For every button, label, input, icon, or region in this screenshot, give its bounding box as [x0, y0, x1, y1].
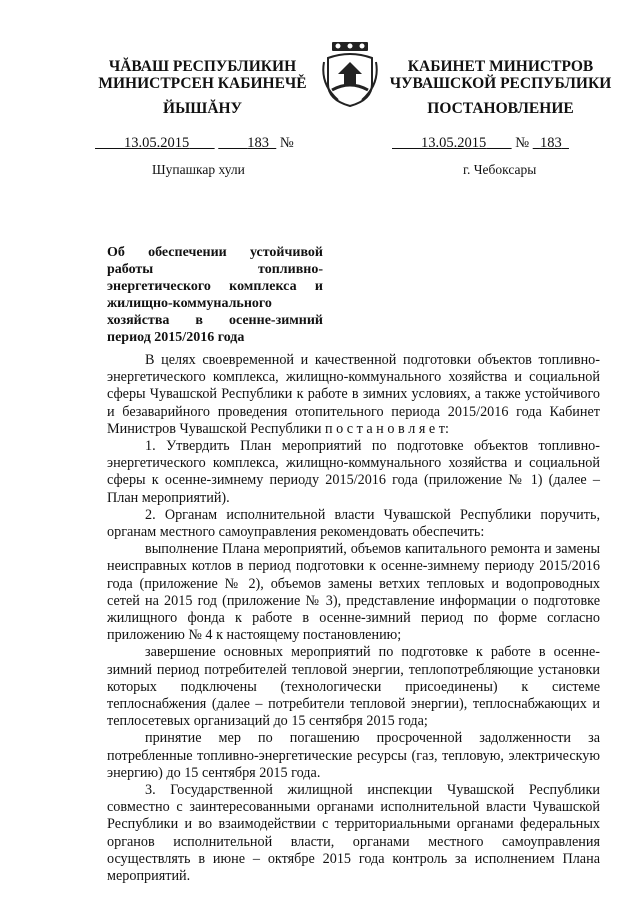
- left-header-line2: МИНИСТРСЕН КАБИНЕЧĚ: [98, 75, 307, 92]
- emblem-icon: [322, 40, 378, 108]
- left-number-sign: №: [279, 135, 294, 151]
- left-number: 183: [247, 135, 269, 151]
- left-number-underline: [218, 135, 276, 151]
- left-header-line1: ЧĂВАШ РЕСПУБЛИКИН: [108, 58, 297, 75]
- left-place: Шупашкар хули: [152, 162, 245, 177]
- paragraph-2: 2. Органам исполнительной власти Чувашской Республики поручить, органам местного самоуправления рекомендовать обеспечить:: [107, 506, 600, 541]
- paragraph-1: 1. Утвердить План мероприятий по подготовке объектов топливно-энергетического комплекса, жилищно-коммунального хозяйства и социальной сферы к осенне-зимнему периоду 2015/2016 года (приложение № 1) (далее – План мероприятий).: [107, 438, 600, 506]
- left-header: [95, 58, 310, 92]
- document-body: [107, 352, 600, 885]
- paragraph-2-item-2: завершение основных мероприятий по подготовке к работе в осенне-зимний период потребителей тепловой энергии, теплопотребляющие установки которых подключены (технологически присоединены) к системе теплоснабжения (далее – потребители тепловой энергии), теплоснабжающих и теплосетевых организаций до 15 сентября 2015 года;: [107, 644, 600, 730]
- left-date-line: [95, 135, 294, 152]
- right-number-underline: [533, 135, 569, 151]
- document-title: Об обеспечении устойчивой работы топливно-энергетического комплекса и жилищно-коммунального хозяйства в осенне-зимний период 2015/2016 года: [107, 245, 323, 345]
- right-header-line1: КАБИНЕТ МИНИСТРОВ: [407, 58, 594, 75]
- right-header: [388, 58, 613, 92]
- right-doc-kind: ПОСТАНОВЛЕНИЕ: [427, 100, 574, 117]
- right-number: 183: [539, 135, 562, 151]
- right-date: 13.05.2015: [421, 135, 487, 151]
- paragraph-preamble: В целях своевременной и качественной подготовки объектов топливно-энергетического комплекса, жилищно-коммунального хозяйства и социальной сферы Чувашской Республики к работе в зимних условиях, а также устойчивого и безаварийного проведения отопительного периода 2015/2016 года Кабинет Министров Чувашской Республики п о с т а н о в л я е т:: [107, 352, 600, 437]
- right-date-underline: [392, 135, 512, 151]
- paragraph-2-item-1: выполнение Плана мероприятий, объемов капитального ремонта и замены неисправных котлов в период подготовки к осенне-зимнему периоду 2015/2016 года (приложение № 2), объемов замены ветхих тепловых и водопроводных сетей на 2015 год (приложение № 3), представление информации о подготовке жилищного фонда к работе в осенне-зимний период по форме согласно приложению № 4 к настоящему постановлению;: [107, 541, 600, 644]
- paragraph-2-item-3: принятие мер по погашению просроченной задолженности за потребленные топливно-энергетические ресурсы (газ, тепловую, электрическую энергию) до 15 сентября 2015 года.: [107, 730, 600, 781]
- right-number-sign: №: [515, 135, 530, 151]
- left-date-underline: [95, 135, 215, 151]
- left-date: 13.05.2015: [124, 135, 190, 151]
- right-header-line2: ЧУВАШСКОЙ РЕСПУБЛИКИ: [389, 75, 612, 92]
- paragraph-3: 3. Государственной жилищной инспекции Чувашской Республики совместно с заинтересованными органами исполнительной власти Чувашской Республики и во взаимодействии с территориальными органами федеральных органов исполнительной власти, органами местного самоуправления осуществлять в июне – октябре 2015 года контроль за исполнением Плана мероприятий.: [107, 782, 600, 885]
- right-date-line: [392, 135, 569, 152]
- right-place: г. Чебоксары: [463, 162, 537, 177]
- left-doc-kind: ЙЫШĂНУ: [163, 100, 242, 117]
